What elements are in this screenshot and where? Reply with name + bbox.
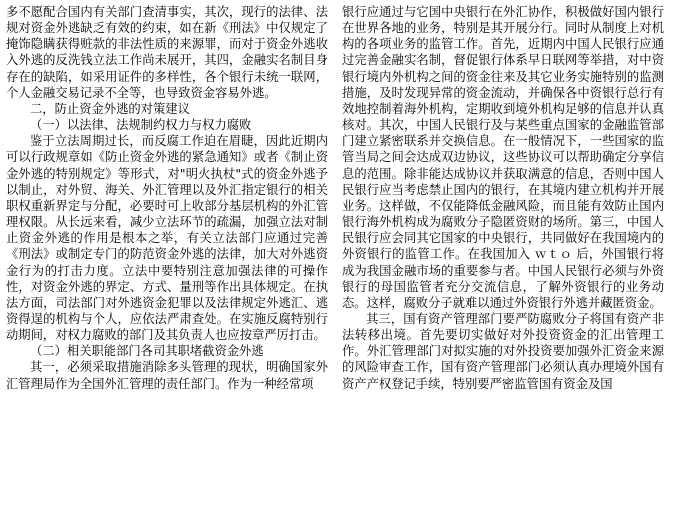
section-heading: 二，防止资金外逃的对策建议: [30, 101, 190, 116]
two-column-layout: [6, 4, 674, 511]
paragraph: 鉴于立法周期过长，而反腐工作迫在眉睫，因此近期内可以行政规章如《防止资金外逃的紧急通知》或者《制止资金外逃的特别规定》等形式，对"明火执杖"式的资金外逃予以制止，对外贸、海关、外汇管理以及外汇指定银行的相关职权重新界定与分配，必要时可上收部分基层机构的外汇管理权限。从长远来看，减少立法环节的疏漏，加强立法对制止资金外逃的作用是根本之举，有关立法部门应通过完善《刑法》或制定专门的防范资金外逃的法律，加大对外逃资金行为的打击力度。立法中要特别注意加强法律的可操作性，对资金外逃的界定、方式、量刑等作出具体规定。在执法方面，司法部门对外逃资金犯罪以及法律规定外逃汇、逃资得逞的机构与个人，应依法严肃查处。在实施反腐特别行动期间，对权力腐败的部门及其负责人也应按章严厉打击。: [6, 134, 328, 343]
paragraph: 其一，必须采取措施消除多头管理的现状，明确国家外汇管理局作为全国外汇管理的责任部门。作为一种经常项: [6, 360, 328, 391]
left-text-column: [6, 4, 328, 511]
paragraph: 银行应通过与它国中央银行在外汇协作，积极做好国内银行在世界各地的业务，特别是其开展分行。同时从制度上对机构的各项业务的监管工作。首先，近期内中国人民银行应通过完善金融实名制，督促银行体系早日联网等举措，对中资银行境内外机构之间的资金往来及其它业务实施特别的监测措施，及时发现异常的资金流动，并确保各中资银行总行有效地控制着海外机构，定期收到境外机构足够的信息并认真核对。其次，中国人民银行及与某些重点国家的金融监管部门建立紧密联系并交换信息。在一般情况下，一些国家的监管当局之间会达成双边协议，这些协议可以帮助确定分享信息的范围。除非能达成协议并获取满意的信息，否则中国人民银行应当考虑禁止国内的银行，在其境内建立机构并开展业务。这样做，不仅能降低金融风险，而且能有效防止国内银行海外机构成为腐败分子隐匿资财的场所。第三，中国人民银行应会同其它国家的中央银行，共同做好在我国境内的外资银行的监管工作。在我国加入 ｗｔｏ 后，外国银行将成为我国金融市场的重要参与者。中国人民银行必须与外资银行的母国监管者充分交流信息，了解外资银行的业务动态。这样，腐败分子就难以通过外资银行外逃并藏匿资金。: [342, 5, 664, 310]
paragraph: 其三，国有资产管理部门要严防腐败分子将国有资产非法转移出境。首先要切实做好对外投资资金的汇出管理工作。外汇管理部门对拟实施的对外投资要加强外汇资金来源的风险审查工作，国有资产管理部门必须认真办理境外国有资产产权登记手续，特别要严密监管国有资金及国: [342, 311, 664, 391]
right-text-column: [342, 4, 664, 511]
subsection-heading: （一）以法律、法规制约权力与权力腐败: [30, 118, 252, 133]
subsection-heading: （二）相关职能部门各司其职堵截资金外逃: [30, 344, 264, 359]
paragraph: 多不愿配合国内有关部门查清事实，其次，现行的法律、法规对资金外逃缺乏有效的约束，如在新《刑法》中仅规定了掩饰隐瞒获得赃款的非法性质的来源罪，而对于资金外逃收入外逃的反洗钱立法工作尚未展开，其四，金融实名制目身存在的缺陷，如采用证件的多样性，各个银行未统一联网，个人金融交易记录不全等，也导致资金容易外逃。: [6, 5, 328, 100]
